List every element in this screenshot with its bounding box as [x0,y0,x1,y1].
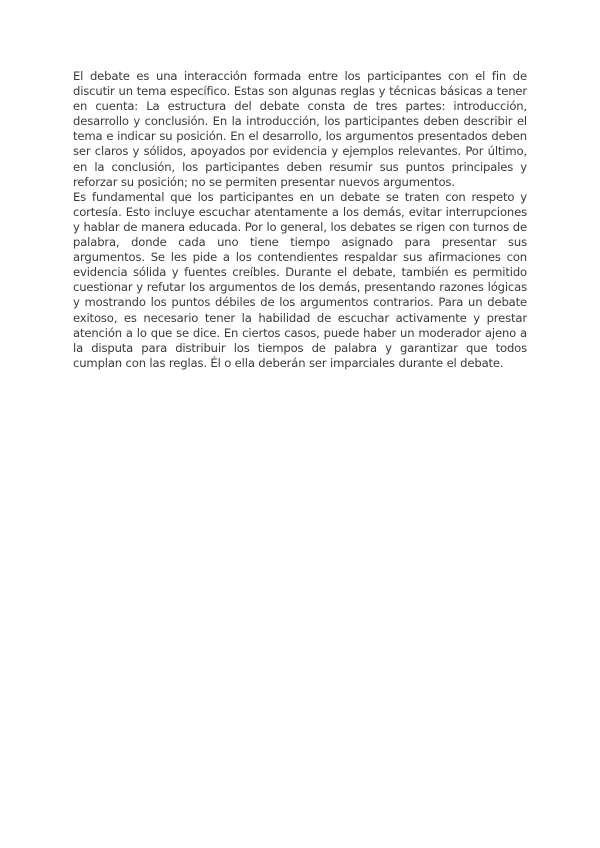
paragraph-debate-structure: El debate es una interacción formada entre los participantes con el fin de discutir un tema específico. Estas son algunas reglas y técnicas básicas a tener en cuenta: La estructura del debate consta de tres partes: introducción, desarrollo y conclusión. En la introducción, los participantes deben describir el tema e indicar su posición. En el desarrollo, los argumentos presentados deben ser claros y sólidos, apoyados por evidencia y ejemplos relevantes. Por último, en la conclusión, los participantes deben resumir sus puntos principales y reforzar su posición; no se permiten presentar nuevos argumentos. [73,69,527,189]
paragraph-debate-conduct: Es fundamental que los participantes en un debate se traten con respeto y cortesía. Esto incluye escuchar atentamente a los demás, evitar interrupciones y hablar de manera educada. Por lo general, los debates se rigen con turnos de palabra, donde cada uno tiene tiempo asignado para presentar sus argumentos. Se les pide a los contendientes respaldar sus afirmaciones con evidencia sólida y fuentes creíbles. Durante el debate, también es permitido cuestionar y refutar los argumentos de los demás, presentando razones lógicas y mostrando los puntos débiles de los argumentos contrarios. Para un debate exitoso, es necesario tener la habilidad de escuchar activamente y prestar atención a lo que se dice. En ciertos casos, puede haber un moderador ajeno a la disputa para distribuir los tiempos de palabra y garantizar que todos cumplan con las reglas. Él o ella deberán ser imparciales durante el debate. [73,189,527,370]
document-body [73,69,527,371]
